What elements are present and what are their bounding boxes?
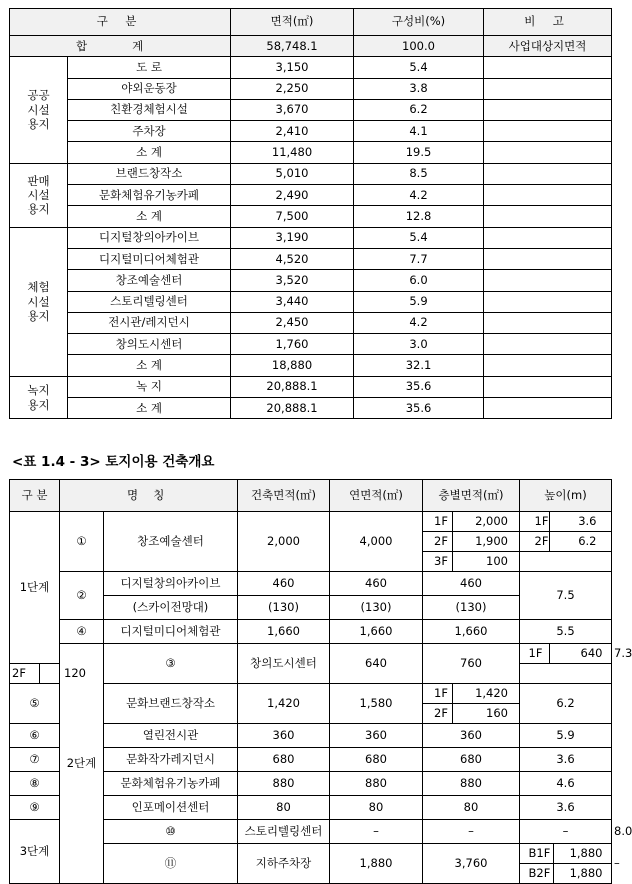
table-row: ⑪ 지하주차장 1,880 3,760 B1F 1,880 –: [10, 844, 612, 864]
row-number: ⑪: [104, 844, 238, 884]
row-building-area: 360: [238, 724, 330, 748]
table-row: [10, 163, 612, 184]
header-stage: 구 분: [10, 480, 60, 512]
table-header-row: [10, 9, 612, 36]
row-area: 18,880: [231, 355, 354, 376]
header-floor-area: 연면적(㎡): [330, 480, 423, 512]
row-number: ①: [60, 512, 104, 572]
row-building-area: 680: [238, 748, 330, 772]
row-floor-by-floor: 680: [423, 748, 520, 772]
row-ratio: 3.8: [354, 78, 484, 99]
group-name: 녹지 용지: [10, 376, 68, 419]
table-row: [10, 572, 612, 596]
row-ratio: 4.1: [354, 121, 484, 142]
header-area: 면적(㎡): [231, 9, 354, 36]
row-label: 주차장: [68, 121, 231, 142]
row-floor-area-line2: (130): [330, 596, 423, 620]
row-floor-by-floor: 360: [423, 724, 520, 748]
row-name-line1: 디지털창의아카이브: [104, 572, 238, 596]
row-note: [484, 57, 612, 78]
row-label: 스토리텔링센터: [68, 291, 231, 312]
row-number: ⑨: [10, 796, 60, 820]
row-area: 3,190: [231, 227, 354, 248]
row-ratio: 7.7: [354, 248, 484, 269]
stage-1-label: 1단계: [10, 512, 60, 664]
row-note: [484, 376, 612, 397]
row-note: [484, 334, 612, 355]
row-building-area: –: [330, 820, 423, 844]
row-area: 7,500: [231, 206, 354, 227]
height-floor-label: 2F: [534, 533, 549, 548]
header-name: 명 칭: [60, 480, 238, 512]
row-building-area-line2: (130): [238, 596, 330, 620]
row-area: 11,480: [231, 142, 354, 163]
height-value: 6.2: [578, 533, 597, 548]
height-cell: [520, 512, 612, 532]
header-ratio: 구성비(%): [354, 9, 484, 36]
row-building-area: 1,420: [238, 684, 330, 724]
row-number: ④: [60, 620, 104, 644]
row-ratio: 4.2: [354, 185, 484, 206]
row-area: 1,760: [231, 334, 354, 355]
row-floor-area: 80: [330, 796, 423, 820]
total-label: 합 계: [10, 36, 231, 57]
row-number: ⑤: [10, 684, 60, 724]
row-building-area: 2,000: [238, 512, 330, 572]
row-building-area: 640: [330, 644, 423, 684]
row-area: 3,150: [231, 57, 354, 78]
row-name: 문화브랜드창작소: [104, 684, 238, 724]
table-row: [10, 376, 612, 397]
table-row: [10, 99, 612, 120]
row-name: 문화체험유기농카페: [104, 772, 238, 796]
row-number: ③: [104, 644, 238, 684]
row-name-line2: (스카이전망대): [104, 596, 238, 620]
subtotal-row: [10, 142, 612, 163]
row-note: [484, 185, 612, 206]
row-label: 야외운동장: [68, 78, 231, 99]
row-name: 디지털미디어체험관: [104, 620, 238, 644]
row-number: ②: [60, 572, 104, 620]
row-building-area-line1: 460: [238, 572, 330, 596]
row-note: [484, 163, 612, 184]
row-height: 4.6: [520, 772, 612, 796]
row-ratio: 6.2: [354, 99, 484, 120]
stage-3-label: 3단계: [10, 820, 60, 884]
header-note: 비 고: [484, 9, 612, 36]
row-area: 5,010: [231, 163, 354, 184]
row-name: 문화작가레지던시: [104, 748, 238, 772]
table-row: [10, 270, 612, 291]
subtotal-row: [10, 355, 612, 376]
row-name: 인포메이션센터: [104, 796, 238, 820]
floor-label: 2F: [434, 705, 448, 720]
table-row: [10, 312, 612, 333]
total-note: 사업대상지면적: [484, 36, 612, 57]
row-number: ⑥: [10, 724, 60, 748]
row-ratio: 6.0: [354, 270, 484, 291]
floor-cell: [423, 552, 520, 572]
row-ratio: 32.1: [354, 355, 484, 376]
height-cell: [520, 532, 612, 552]
row-floor-area: 3,760: [423, 844, 520, 884]
row-label: 브랜드창작소: [68, 163, 231, 184]
floor-label: 1F: [434, 513, 448, 528]
table-row: [10, 248, 612, 269]
header-height: 높이(m): [520, 480, 612, 512]
row-area: 3,440: [231, 291, 354, 312]
height-cell-empty: [520, 664, 612, 684]
row-height: 5.9: [520, 724, 612, 748]
subtotal-row: [10, 398, 612, 419]
row-note: [484, 248, 612, 269]
row-area: 2,490: [231, 185, 354, 206]
floor-label: 2F: [12, 665, 26, 680]
row-note: [484, 355, 612, 376]
row-note: [484, 78, 612, 99]
row-note: [484, 142, 612, 163]
building-overview-table: [9, 479, 632, 884]
row-ratio: 12.8: [354, 206, 484, 227]
row-label: 소 계: [68, 206, 231, 227]
row-floor-area: 4,000: [330, 512, 423, 572]
floor-value: 1,880: [569, 845, 603, 860]
table-row: [10, 620, 612, 644]
row-floor-area: 760: [423, 644, 520, 684]
row-label: 전시관/레지던시: [68, 312, 231, 333]
row-label: 녹 지: [68, 376, 231, 397]
row-label: 창의도시센터: [68, 334, 231, 355]
row-area: 2,410: [231, 121, 354, 142]
row-height: 5.5: [520, 620, 612, 644]
floor-cell: [520, 644, 612, 664]
row-label: 디지털창의아카이브: [68, 227, 231, 248]
row-ratio: 3.0: [354, 334, 484, 355]
header-floor-area-by-floor: 층별면적(㎡): [423, 480, 520, 512]
row-note: [484, 121, 612, 142]
row-area: 3,520: [231, 270, 354, 291]
table-row: [10, 291, 612, 312]
height-cell-empty: [520, 552, 612, 572]
row-ratio: 5.4: [354, 227, 484, 248]
table-row: 3단계 ⑩ 스토리텔링센터 – – – 8.0: [10, 820, 612, 844]
row-label: 소 계: [68, 398, 231, 419]
floor-value: 640: [580, 645, 603, 660]
floor-label: 3F: [434, 553, 448, 568]
row-building-area: 80: [238, 796, 330, 820]
header-category: 구 분: [10, 9, 231, 36]
row-ratio: 5.4: [354, 57, 484, 78]
row-label: 창조예술센터: [68, 270, 231, 291]
row-area: 2,450: [231, 312, 354, 333]
row-ratio: 4.2: [354, 312, 484, 333]
row-floor-by-floor: 80: [423, 796, 520, 820]
row-ratio: 8.5: [354, 163, 484, 184]
land-use-table: [9, 8, 612, 419]
row-floor-area: 880: [330, 772, 423, 796]
row-floor-area: 1,580: [330, 684, 423, 724]
stage-2-label: 2단계: [60, 644, 104, 884]
row-label: 친환경체험시설: [68, 99, 231, 120]
row-note: [484, 398, 612, 419]
total-ratio: 100.0: [354, 36, 484, 57]
row-label: 도 로: [68, 57, 231, 78]
row-floor-by-floor-line2: (130): [423, 596, 520, 620]
row-area: 2,250: [231, 78, 354, 99]
floor-cell: [423, 704, 520, 724]
row-ratio: 19.5: [354, 142, 484, 163]
row-floor-by-floor: 1,660: [423, 620, 520, 644]
height-floor-label: 1F: [534, 513, 549, 528]
row-note: [484, 270, 612, 291]
table-caption: <표 1.4 - 3> 토지이용 건축개요: [12, 454, 215, 470]
floor-value: 1,880: [569, 865, 603, 880]
floor-cell: [520, 864, 612, 884]
row-floor-area: –: [423, 820, 520, 844]
header-building-area: 건축면적(㎡): [238, 480, 330, 512]
table-row: [10, 227, 612, 248]
row-floor-area-line1: 460: [330, 572, 423, 596]
floor-value: 1,900: [475, 533, 508, 548]
row-area: 4,520: [231, 248, 354, 269]
row-number: ⑦: [10, 748, 60, 772]
table-row: 2단계 ③ 창의도시센터 640 760 1F 640 7.3: [10, 644, 612, 664]
floor-label: B2F: [528, 865, 551, 880]
floor-label: 2F: [434, 533, 448, 548]
total-row: [10, 36, 612, 57]
row-label: 디지털미디어체험관: [68, 248, 231, 269]
table-header-row: [10, 480, 612, 512]
floor-value: 2,000: [475, 513, 508, 528]
floor-cell: [423, 512, 520, 532]
table-row: [10, 121, 612, 142]
height-value: 3.6: [578, 513, 597, 528]
row-note: [484, 206, 612, 227]
floor-value: 1,420: [475, 685, 508, 700]
group-name: 체험 시설 용지: [10, 227, 68, 376]
floor-label: 1F: [434, 685, 448, 700]
row-area: 20,888.1: [231, 376, 354, 397]
row-floor-by-floor: –: [520, 820, 612, 844]
row-floor-area: 680: [330, 748, 423, 772]
row-ratio: 35.6: [354, 398, 484, 419]
floor-value: 160: [486, 705, 508, 720]
row-name: 지하주차장: [238, 844, 330, 884]
table-row: [10, 78, 612, 99]
total-area: 58,748.1: [231, 36, 354, 57]
row-floor-by-floor: 880: [423, 772, 520, 796]
row-note: [484, 312, 612, 333]
floor-label: 1F: [528, 645, 543, 660]
table-row: [10, 185, 612, 206]
table-row: [10, 512, 612, 532]
row-ratio: 5.9: [354, 291, 484, 312]
row-height: 3.6: [520, 748, 612, 772]
table-row: [10, 57, 612, 78]
row-name: 창의도시센터: [238, 644, 330, 684]
row-number: ⑧: [10, 772, 60, 796]
row-label: 문화체험유기농카페: [68, 185, 231, 206]
row-number: ⑩: [104, 820, 238, 844]
row-floor-by-floor-line1: 460: [423, 572, 520, 596]
row-height: 7.5: [520, 572, 612, 620]
floor-cell: [423, 532, 520, 552]
floor-cell: [423, 684, 520, 704]
floor-cell: [10, 664, 86, 684]
row-name: 열린전시관: [104, 724, 238, 748]
floor-value: 100: [486, 553, 508, 568]
group-name: 공공 시설 용지: [10, 57, 68, 163]
row-building-area: 1,660: [238, 620, 330, 644]
row-note: [484, 291, 612, 312]
table-row: [10, 334, 612, 355]
subtotal-row: [10, 206, 612, 227]
floor-cell: [520, 844, 612, 864]
floor-label: B1F: [528, 845, 551, 860]
row-floor-area: 360: [330, 724, 423, 748]
row-name: 창조예술센터: [104, 512, 238, 572]
row-building-area: 880: [238, 772, 330, 796]
row-label: 소 계: [68, 355, 231, 376]
row-name: 스토리텔링센터: [238, 820, 330, 844]
row-building-area: 1,880: [330, 844, 423, 884]
row-note: [484, 227, 612, 248]
row-height: 3.6: [520, 796, 612, 820]
row-area: 20,888.1: [231, 398, 354, 419]
row-ratio: 35.6: [354, 376, 484, 397]
row-area: 3,670: [231, 99, 354, 120]
row-note: [484, 99, 612, 120]
group-name: 판매 시설 용지: [10, 163, 68, 227]
row-label: 소 계: [68, 142, 231, 163]
row-height: 6.2: [520, 684, 612, 724]
floor-value: 120: [64, 665, 86, 680]
row-floor-area: 1,660: [330, 620, 423, 644]
